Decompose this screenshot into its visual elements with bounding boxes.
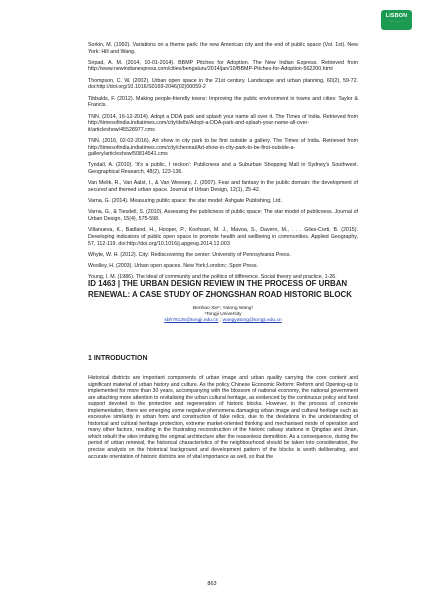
reference-item: TNN. (2016, 02-02-2016). Art show in city park to be first outside a gallery. The Times of India. Retrieved from http://timesofindia.indiatimes.com/city/chennai/Art-show-in-city-park-to-be-first-outside-a-gallery/articleshow/50814541.cms <box>88 137 358 158</box>
reference-item: Woolley, H. (2003). Urban open spaces. New York;London;: Spon Press. <box>88 263 258 270</box>
reference-item: Villanueva, K., Badland, H., Hooper, P., Koohsari, M. J., Mavoa, S., Davern, M., . . . Giles-Corti, B. (2015). Developing indicators of public open space to promote health and wellbeing in communities. Applied Geography, 57, 112-119. doi:http://doi.org/10.1016/j.apgeog.2014.12.003 <box>88 227 358 247</box>
author-affiliation: ¹Tongji University <box>204 312 242 318</box>
reference-item: Young, I. M. (1986). The ideal of community and the politics of difference. Social theory and practice, 1-26. <box>88 274 337 281</box>
author-block <box>88 306 358 325</box>
reference-item: Thompson, C. W. (2002). Urban open space in the 21st century. Landscape and urban planning, 60(2), 59-72. doi:http://doi.org/10.1016/S0169-2046(02)00059-2 <box>88 77 358 91</box>
page-number: 863 <box>207 581 217 587</box>
reference-item: Varna, G., & Tiesdell, S. (2010). Assessing the publicness of public space: The star model of publicness. Journal of Urban Design, 15(4), 575-598. <box>88 209 358 223</box>
section-body-paragraph: Historical districts are important components of urban image and urban quality carrying the core content and significant material of urban history and culture. As the policy Chinese Economic Reform: Reform and Opening-up is implemented for more than 30 years, accompanying with the blossom of national economy, the national government are attaching more attention to revitalising the urban cultural heritage, as evidenced by the continuous policy and fund support devoted to the protection and regeneration of historic blocks. However, in the process of concrete implementation, there are emerging some negative phenomena damaging urban image and cultural heritage such as excessive similarity in urban form and construction of fake relics, due to the deviations in the understanding of historical and cultural heritage protection, extreme market-oriented thinking and mechanised mode of operation and many other factors, resulting in the frustrating reconstruction of the historic railway stations in Qingdao and Jinan, which rebuilt the sites imitating the original architecture after the reasonless demolition. As a consequence, during the period of urban renewal, the historical characteristics of the neighbourhood should be taken into consideration, the precise analysis on the historical background and development pattern of the blocks is worth deliberating, and accurate orientation of historic districts are of vital importance as well, so that the <box>88 375 358 460</box>
conference-logo <box>381 10 412 30</box>
email-link-2[interactable]: wangyatong@tongji.edu.cn <box>222 318 282 324</box>
reference-item: Tibbalds, F. (2012). Making people-friendly towns: Improving the public environment in towns and cities: Taylor & Francis. <box>88 95 358 109</box>
reference-item: Varna, G. (2014). Measuring public space: the star model: Ashgate Publishing, Ltd. <box>88 198 282 205</box>
logo-subtext: · · · · · · · · <box>388 20 405 24</box>
logo-wordmark: LISBON <box>385 13 408 19</box>
reference-item: Whyte, W. H. (2012). City: Rediscovering the center: University of Pennsylvania Press. <box>88 251 291 258</box>
reference-item: Tyndall, A. (2010). 'It's a public, I reckon': Publicness and a Suburban Shopping Mall in Sydney's Southwest. Geographical Research, 48(2), 123-136. <box>88 162 358 176</box>
author-emails <box>88 318 358 324</box>
reference-item: Van Melik, R., Van Aalst, I., & Van Weesep, J. (2007). Fear and fantasy in the public domain: the development of secured and themed urban space. Journal of Urban Design, 12(1), 25-42. <box>88 180 358 193</box>
email-separator: ; <box>218 318 223 324</box>
section-heading: 1 INTRODUCTION <box>88 355 148 362</box>
email-link-1[interactable]: xbh79125@tongji.edu.cn <box>164 318 219 324</box>
reference-item: Sripad, A. M. (2014, 10-01-2014). BBMP Pitches for Adoption. The New Indian Express. Retrieved from http://www.newindianexpress.com/cities/bengaluru/2014/jan/10/BBMP-Pitches-for-Adoption-562200.html <box>88 59 358 73</box>
reference-list <box>88 42 358 286</box>
author-names: Benhao Xie¹; Yatong Wang¹ <box>192 306 254 311</box>
paper-title: ID 1463 | THE URBAN DESIGN REVIEW IN THE PROCESS OF URBAN RENEWAL: A CASE STUDY OF ZHONGSHAN ROAD HISTORIC BLOCK <box>88 279 352 299</box>
reference-item: TNN. (2014, 16-12-2014). Adopt a DDA park and splash your name all over it. The Times of India. Retrieved from http://timesofindia.indiatimes.com/city/delhi/Adopt-a-DDA-park-and-splash-your-name-all-over-it/articleshow/45528977.cms <box>88 113 358 133</box>
reference-item: Sorkin, M. (1992). Variations on a theme park: the new American city and the end of public space (Vol. 1st). New York: Hill and Wang. <box>88 42 358 55</box>
